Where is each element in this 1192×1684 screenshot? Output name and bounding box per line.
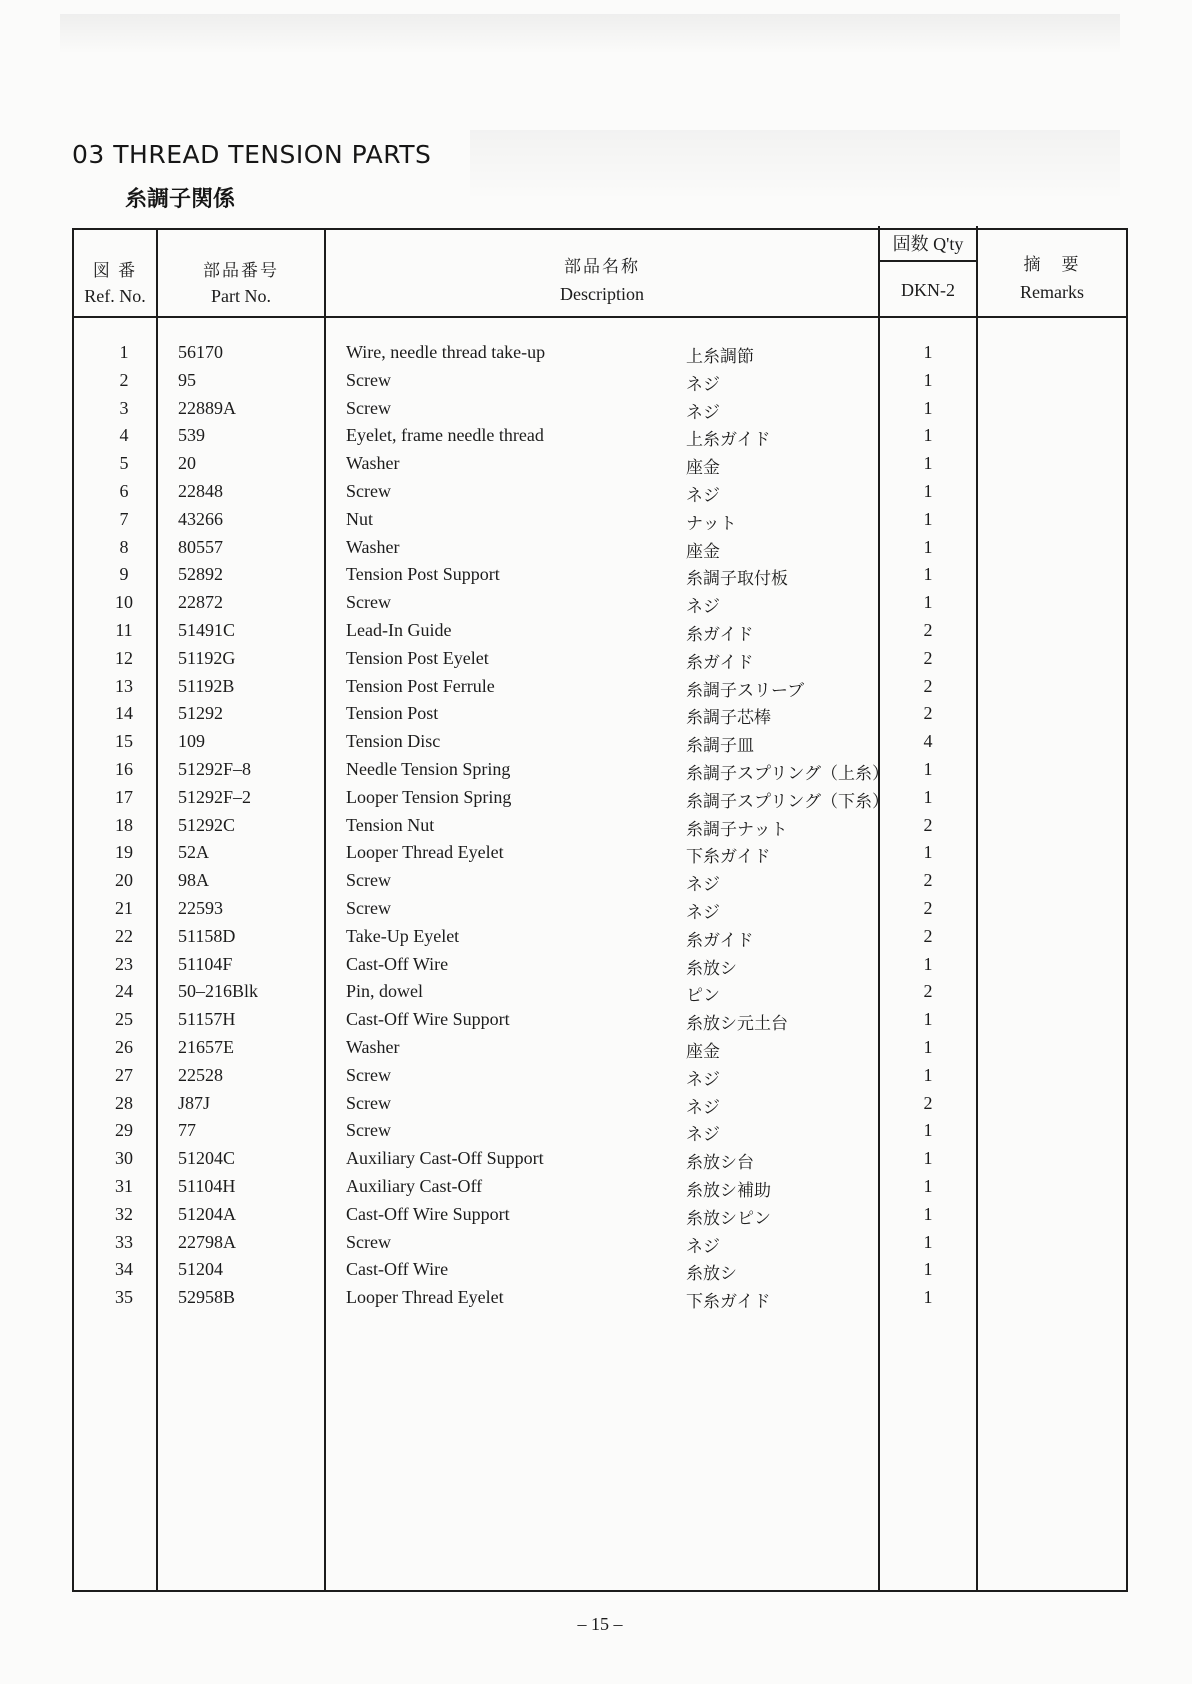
row-quantity: 2 — [923, 870, 933, 891]
row-ref-number: 30 — [115, 1148, 133, 1169]
row-description: Cast-Off Wire — [346, 953, 449, 974]
row-quantity: 1 — [923, 953, 933, 974]
table-row — [0, 787, 1192, 814]
row-description: Washer — [346, 1037, 400, 1057]
header-qty-model: DKN-2 — [901, 280, 955, 300]
table-row — [0, 1120, 1192, 1147]
row-part-number: 20 — [178, 453, 196, 474]
row-part-number: 51491C — [178, 620, 236, 640]
row-description: Cast-Off Wire Support — [346, 1203, 510, 1224]
row-part-number: 51292C — [178, 814, 236, 835]
row-ref-number: 7 — [119, 508, 129, 529]
row-quantity: 2 — [923, 898, 933, 918]
page-number: – 15 – — [577, 1614, 623, 1634]
row-part-number: 51192B — [178, 675, 235, 696]
row-quantity: 1 — [923, 342, 933, 362]
row-description: Screw — [346, 1092, 391, 1113]
row-ref-number: 3 — [119, 397, 129, 418]
row-description-japanese: 糸調子ナット — [686, 819, 788, 839]
table-row — [0, 870, 1192, 897]
row-part-number: 77 — [178, 1120, 196, 1141]
row-ref-number: 27 — [115, 1064, 133, 1085]
row-quantity: 1 — [923, 508, 933, 529]
row-description: Eyelet, frame needle thread — [346, 425, 544, 446]
row-description: Washer — [346, 453, 400, 474]
header-description: Description — [560, 284, 644, 304]
row-ref-number: 23 — [115, 953, 133, 974]
row-part-number: 22889A — [178, 397, 236, 418]
table-row — [0, 898, 1192, 925]
table-row — [0, 981, 1192, 1008]
row-description-japanese: 糸放シ元土台 — [686, 1014, 788, 1034]
row-ref-number: 17 — [115, 786, 133, 807]
row-ref-number: 18 — [115, 814, 133, 835]
row-ref-number: 35 — [115, 1287, 133, 1308]
row-description: Auxiliary Cast-Off Support — [346, 1148, 544, 1169]
row-part-number: 22593 — [178, 898, 223, 918]
table-row — [0, 537, 1192, 564]
table-row — [0, 1259, 1192, 1286]
table-row — [0, 398, 1192, 425]
row-part-number: 80557 — [178, 536, 223, 557]
row-ref-number: 14 — [115, 703, 133, 724]
row-ref-number: 4 — [119, 425, 129, 446]
table-row — [0, 564, 1192, 591]
row-part-number: 539 — [178, 425, 205, 446]
header-remarks-ja: 摘 要 — [1023, 255, 1081, 274]
row-ref-number: 24 — [115, 981, 133, 1002]
row-quantity: 1 — [923, 1009, 933, 1030]
row-part-number: 51292 — [178, 703, 223, 724]
header-part-ja: 部品番号 — [203, 261, 279, 280]
row-ref-number: 16 — [115, 759, 133, 779]
row-description: Screw — [346, 1120, 391, 1141]
row-description-japanese: 糸調子スリーブ — [686, 680, 805, 700]
row-description: Tension Disc — [346, 731, 441, 752]
table-row — [0, 703, 1192, 730]
row-ref-number: 26 — [115, 1037, 133, 1057]
row-part-number: 95 — [178, 369, 196, 390]
table-row — [0, 509, 1192, 536]
row-quantity: 2 — [923, 675, 933, 696]
row-description-japanese: 糸ガイド — [686, 625, 754, 644]
table-row — [0, 1009, 1192, 1036]
row-description-japanese: ネジ — [686, 402, 720, 422]
page-title: 03 THREAD TENSION PARTS — [72, 140, 432, 169]
row-ref-number: 32 — [115, 1203, 133, 1224]
row-quantity: 4 — [923, 731, 933, 752]
header-remarks: Remarks — [1020, 282, 1084, 302]
row-quantity: 1 — [923, 369, 933, 390]
table-row — [0, 592, 1192, 619]
row-description: Screw — [346, 397, 391, 418]
row-description-japanese: 糸放シピン — [686, 1208, 771, 1228]
row-description-japanese: 糸調子スプリング（下糸） — [686, 791, 889, 811]
page-title-japanese: 糸調子関係 — [125, 187, 236, 212]
row-quantity: 1 — [923, 592, 933, 613]
row-description: Nut — [346, 508, 373, 529]
row-description: Screw — [346, 898, 391, 918]
row-description: Looper Thread Eyelet — [346, 1287, 504, 1308]
row-description: Looper Tension Spring — [346, 786, 512, 807]
row-ref-number: 34 — [115, 1259, 133, 1280]
row-quantity: 1 — [923, 1148, 933, 1169]
row-ref-number: 1 — [119, 342, 129, 362]
table-row — [0, 954, 1192, 981]
table-row — [0, 1204, 1192, 1231]
row-quantity: 2 — [923, 703, 933, 724]
row-part-number: 51204 — [178, 1259, 223, 1280]
table-row — [0, 842, 1192, 869]
row-description: Tension Post Support — [346, 564, 500, 585]
row-part-number: 51204A — [178, 1203, 236, 1224]
table-row — [0, 648, 1192, 675]
row-part-number: 22528 — [178, 1064, 223, 1085]
row-quantity: 2 — [923, 925, 933, 946]
row-quantity: 1 — [923, 1203, 933, 1224]
table-row — [0, 759, 1192, 786]
row-ref-number: 12 — [115, 647, 133, 668]
row-ref-number: 31 — [115, 1176, 133, 1196]
row-quantity: 1 — [923, 425, 933, 446]
table-row — [0, 1065, 1192, 1092]
table-row — [0, 1148, 1192, 1175]
row-quantity: 1 — [923, 1120, 933, 1141]
row-description-japanese: 糸調子取付板 — [686, 569, 788, 589]
row-description-japanese: ネジ — [686, 903, 720, 922]
row-description: Auxiliary Cast-Off — [346, 1176, 483, 1196]
row-part-number: 56170 — [178, 342, 223, 362]
row-part-number: 98A — [178, 870, 209, 891]
row-ref-number: 8 — [119, 536, 129, 557]
row-part-number: 51157H — [178, 1009, 236, 1030]
row-description: Tension Post Ferrule — [346, 675, 495, 696]
row-description-japanese: 糸調子芯棒 — [686, 708, 771, 728]
header-ref: Ref. No. — [84, 286, 146, 306]
row-ref-number: 19 — [115, 842, 133, 863]
row-quantity: 1 — [923, 759, 933, 779]
row-description-japanese: 座金 — [686, 541, 720, 561]
row-quantity: 1 — [923, 1064, 933, 1085]
row-ref-number: 33 — [115, 1231, 133, 1252]
row-ref-number: 22 — [115, 925, 133, 946]
row-description: Take-Up Eyelet — [346, 925, 460, 946]
table-row — [0, 1176, 1192, 1203]
row-description-japanese: 糸放シ — [686, 1264, 737, 1284]
row-quantity: 1 — [923, 1176, 933, 1196]
header-divider — [72, 316, 1128, 318]
row-description-japanese: ネジ — [686, 1125, 720, 1145]
row-part-number: 51104F — [178, 953, 233, 974]
row-quantity: 1 — [923, 1037, 933, 1057]
row-part-number: 51204C — [178, 1148, 236, 1169]
row-description: Screw — [346, 1231, 391, 1252]
row-description-japanese: 糸調子皿 — [686, 736, 754, 756]
row-description-japanese: 上糸調節 — [686, 347, 754, 366]
row-description: Tension Post — [346, 703, 439, 724]
row-description-japanese: ナット — [686, 513, 737, 533]
table-row — [0, 815, 1192, 842]
row-ref-number: 5 — [119, 453, 129, 474]
row-part-number: 109 — [178, 731, 205, 752]
row-ref-number: 9 — [119, 564, 129, 585]
row-part-number: 22798A — [178, 1231, 236, 1252]
row-description-japanese: 糸調子スプリング（上糸） — [686, 764, 889, 783]
row-description: Tension Nut — [346, 814, 435, 835]
row-description-japanese: 糸放シ台 — [686, 1153, 754, 1173]
row-description: Cast-Off Wire — [346, 1259, 449, 1280]
row-part-number: 51292F–8 — [178, 759, 252, 779]
header-qty: 固数 Q'ty — [892, 234, 964, 254]
row-part-number: 52958B — [178, 1287, 236, 1308]
row-quantity: 2 — [923, 620, 933, 640]
row-description: Lead-In Guide — [346, 620, 452, 640]
row-description: Screw — [346, 870, 391, 891]
table-row — [0, 926, 1192, 953]
row-quantity: 2 — [923, 1092, 933, 1113]
row-part-number: 22848 — [178, 481, 223, 501]
row-description-japanese: ネジ — [686, 1097, 720, 1117]
row-part-number: 51192G — [178, 647, 236, 668]
row-description-japanese: ネジ — [686, 597, 720, 617]
row-part-number: 52A — [178, 842, 209, 863]
row-description-japanese: ネジ — [686, 374, 720, 394]
table-row — [0, 1093, 1192, 1120]
row-description-japanese: 糸ガイド — [686, 930, 754, 950]
row-quantity: 1 — [923, 1231, 933, 1252]
table-row — [0, 1287, 1192, 1314]
row-description-japanese: 座金 — [686, 458, 720, 478]
scan-artifact — [60, 14, 1120, 54]
row-description-japanese: 下糸ガイド — [686, 847, 771, 867]
row-quantity: 1 — [923, 536, 933, 557]
row-ref-number: 6 — [119, 481, 129, 501]
row-part-number: 43266 — [178, 508, 223, 529]
row-description: Screw — [346, 1064, 391, 1085]
header-description-ja: 部品名称 — [564, 257, 640, 276]
row-part-number: 21657E — [178, 1037, 234, 1057]
row-ref-number: 28 — [115, 1092, 133, 1113]
row-description: Wire, needle thread take-up — [346, 342, 546, 362]
row-ref-number: 25 — [115, 1009, 133, 1030]
table-row — [0, 370, 1192, 397]
row-part-number: 22872 — [178, 592, 223, 613]
row-quantity: 1 — [923, 397, 933, 418]
row-ref-number: 29 — [115, 1120, 133, 1141]
header-part: Part No. — [211, 286, 271, 306]
row-part-number: J87J — [178, 1092, 211, 1113]
row-ref-number: 21 — [115, 898, 133, 918]
table-row — [0, 481, 1192, 508]
row-part-number: 51292F–2 — [178, 786, 252, 807]
row-part-number: 50–216Blk — [178, 981, 259, 1002]
row-ref-number: 13 — [115, 675, 133, 696]
row-ref-number: 20 — [115, 870, 133, 891]
table-row — [0, 1037, 1192, 1064]
row-description-japanese: ネジ — [686, 486, 720, 505]
row-description-japanese: 上糸ガイド — [686, 430, 771, 450]
row-description: Tension Post Eyelet — [346, 647, 489, 668]
row-part-number: 52892 — [178, 564, 223, 585]
row-quantity: 1 — [923, 453, 933, 474]
row-description: Screw — [346, 592, 391, 613]
scan-artifact — [470, 130, 1120, 200]
table-row — [0, 620, 1192, 647]
row-ref-number: 2 — [119, 369, 129, 390]
row-quantity: 2 — [923, 981, 933, 1002]
row-quantity: 1 — [923, 1287, 933, 1308]
row-description: Screw — [346, 369, 391, 390]
header-ref-ja: 図 番 — [92, 261, 138, 280]
row-quantity: 2 — [923, 814, 933, 835]
row-description-japanese: 糸放シ — [686, 958, 737, 978]
row-description: Needle Tension Spring — [346, 759, 511, 779]
row-ref-number: 11 — [115, 620, 133, 640]
row-description: Screw — [346, 481, 391, 501]
table-row — [0, 676, 1192, 703]
table-row — [0, 453, 1192, 480]
row-quantity: 1 — [923, 481, 933, 501]
qty-header-divider — [878, 260, 978, 262]
row-description-japanese: 糸ガイド — [686, 652, 754, 672]
row-description-japanese: ネジ — [686, 1069, 720, 1089]
row-quantity: 2 — [923, 647, 933, 668]
row-description-japanese: 下糸ガイド — [686, 1292, 771, 1312]
row-quantity: 1 — [923, 1259, 933, 1280]
row-description-japanese: 座金 — [686, 1042, 720, 1061]
row-part-number: 51104H — [178, 1176, 236, 1196]
row-quantity: 1 — [923, 786, 933, 807]
row-ref-number: 15 — [115, 731, 133, 752]
row-description: Cast-Off Wire Support — [346, 1009, 510, 1030]
row-description-japanese: ネジ — [686, 875, 720, 895]
row-description: Looper Thread Eyelet — [346, 842, 504, 863]
row-description-japanese: ピン — [686, 986, 720, 1006]
table-row — [0, 342, 1192, 369]
table-row — [0, 1232, 1192, 1259]
row-quantity: 1 — [923, 842, 933, 863]
table-row — [0, 425, 1192, 452]
row-part-number: 51158D — [178, 925, 236, 946]
row-quantity: 1 — [923, 564, 933, 585]
table-row — [0, 731, 1192, 758]
row-description: Pin, dowel — [346, 981, 424, 1002]
row-description-japanese: ネジ — [686, 1236, 720, 1256]
row-description-japanese: 糸放シ補助 — [686, 1181, 771, 1200]
row-ref-number: 10 — [115, 592, 133, 613]
row-description: Washer — [346, 536, 400, 557]
